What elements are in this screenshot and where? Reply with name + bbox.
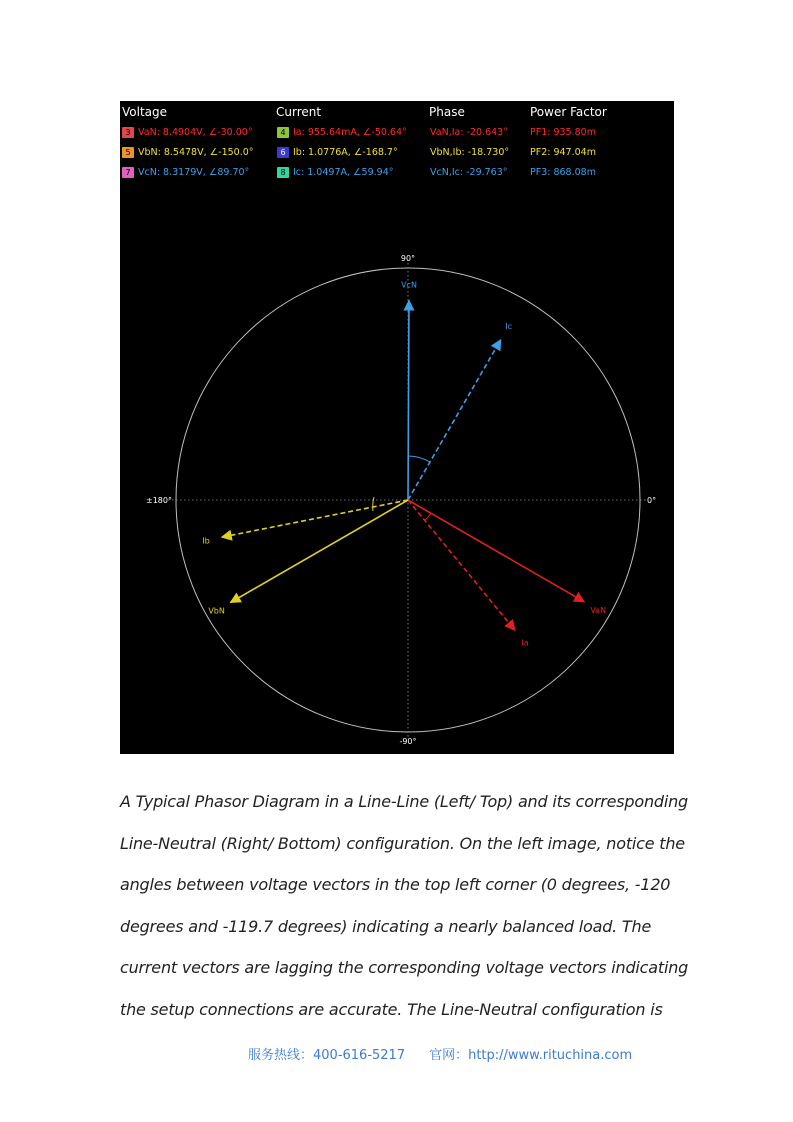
vector-vcn [408,301,409,501]
vector-label-ic: Ic [505,322,513,331]
vector-label-vbn: VbN [208,606,225,616]
voltage-text: VbN: 8.5478V, ∠-150.0° [138,147,254,158]
current-text: Ib: 1.0776A, ∠-168.7° [293,147,398,158]
footer-website[interactable]: 官网：http://www.rituchina.com [429,1048,633,1063]
header-phase: Phase [429,105,465,119]
phase-angle-arc-c [408,456,430,462]
voltage-text: VcN: 8.3179V, ∠89.70° [138,167,250,178]
caption-line: angles between voltage vectors in the top left corner (0 degrees, -120 [120,875,671,894]
figure-caption [120,781,690,1030]
header-power-factor: Power Factor [530,105,607,119]
vector-label-ib: Ib [202,536,210,546]
channel-badge: 7 [122,167,134,178]
header-current: Current [276,105,322,119]
header-voltage: Voltage [122,105,168,119]
footer-hotline: 服务热线：400-616-5217 [248,1048,406,1063]
phase-reading-3: VcN,Ic: -29.763° [430,167,508,178]
axis-label-top: 90° [400,254,416,263]
vector-ia [408,500,515,630]
phase-angle-arc-a [425,513,431,520]
caption-line: the setup connections are accurate. The Line-Neutral configuration is [120,999,663,1019]
channel-badge: 5 [122,147,134,158]
current-text: Ic: 1.0497A, ∠59.94° [293,167,394,178]
caption-line: degrees and -119.7 degrees) indicating a nearly balanced load. The [120,916,652,936]
page-footer [248,1044,632,1063]
channel-badge: 6 [277,147,289,158]
vector-van [408,500,584,602]
vector-vbn [231,500,409,603]
vector-ib [222,500,408,537]
vector-label-ia: Ia [521,638,529,648]
axis-label-bottom: -90° [399,737,417,746]
phase-reading-2: VbN,Ib: -18.730° [430,147,510,158]
axis-label-right: 0° [647,496,657,505]
pf-reading-2: PF2: 947.04m [530,147,596,158]
oscilloscope-phasor-screen [120,101,674,754]
phase-reading-1: VaN,Ia: -20.643° [430,127,508,138]
caption-line: A Typical Phasor Diagram in a Line-Line (Left/ Top) and its corresponding [120,792,688,811]
channel-badge: 4 [277,127,289,138]
axis-label-left: ±180° [146,496,172,505]
vector-label-van: VaN [590,605,607,615]
pf-reading-3: PF3: 868.08m [530,167,596,178]
caption-line: Line-Neutral (Right/ Bottom) configuration. On the left image, notice the [120,833,685,853]
voltage-text: VaN: 8.4904V, ∠-30.00° [138,127,253,138]
phasor-diagram [120,101,674,754]
pf-reading-1: PF1: 935.80m [530,127,596,138]
phase-angle-arc-b [373,497,374,511]
current-text: Ia: 955.64mA, ∠-50.64° [293,127,407,138]
caption-line: current vectors are lagging the corresponding voltage vectors indicating [120,958,689,977]
channel-badge: 3 [122,127,134,138]
vector-label-vcn: VcN [401,280,418,290]
channel-badge: 8 [277,167,289,178]
phasor-vectors [202,281,606,648]
vector-ic [408,340,501,500]
